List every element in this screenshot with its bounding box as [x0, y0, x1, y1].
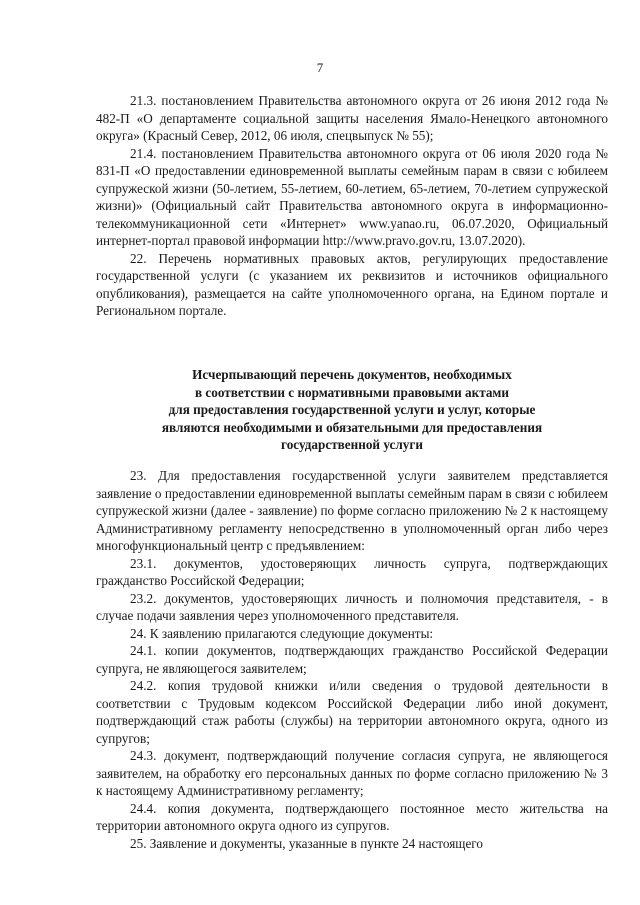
- paragraph-24-1: 24.1. копии документов, подтверждающих гражданство Российской Федерации супруга, не являющегося заявителем;: [96, 643, 608, 676]
- paragraph-21-3: 21.3. постановлением Правительства автономного округа от 26 июня 2012 года № 482-П «О департаменте социальной защиты населения Ямало-Ненецкого автономного округа» (Красный Север, 2012, 06 июля, спецвыпуск № 55);: [96, 93, 608, 143]
- paragraph-23-2: 23.2. документов, удостоверяющих личность и полномочия представителя, - в случае подачи заявления через уполномоченного представителя.: [96, 590, 608, 623]
- paragraph-block-bottom: [96, 467, 608, 852]
- heading-line: государственной услуги: [281, 437, 423, 452]
- paragraph-24-4: 24.4. копия документа, подтверждающего постоянное место жительства на территории автономного округа одного из супругов.: [96, 800, 608, 833]
- heading-line: для предоставления государственной услуги и услуг, которые: [168, 402, 536, 417]
- paragraph-block-top: [96, 92, 608, 320]
- heading-line: Исчерпывающий перечень документов, необходимых: [192, 367, 512, 382]
- paragraph-21-4: 21.4. постановлением Правительства автономного округа от 06 июля 2020 года № 831-П «О предоставлении единовременной выплаты семейным парам в связи с юбилеем супружеской жизни (50-летием, 55-летием, 60-летием, 65-летием, 70-летием супружеской жизни)» (Официальный сайт Правительства автономного округа в информационно-телекоммуникационной сети «Интернет» www.yanao.ru, 06.07.2020, Официальный интернет-портал правовой информации http://www.pravo.gov.ru, 13.07.2020).: [96, 145, 608, 248]
- paragraph-23-1: 23.1. документов, удостоверяющих личность супруга, подтверждающих гражданство Российской Федерации;: [96, 555, 608, 588]
- paragraph-24-3: 24.3. документ, подтверждающий получение согласия супруга, не являющегося заявителем, на обработку его персональных данных по форме согласно приложению № 3 к настоящему Административному регламенту;: [96, 748, 608, 798]
- paragraph-25: 25. Заявление и документы, указанные в пункте 24 настоящего: [130, 835, 483, 851]
- section-heading: [96, 366, 608, 454]
- heading-line: являются необходимыми и обязательными для предоставления: [161, 419, 543, 435]
- paragraph-24: 24. К заявлению прилагаются следующие документы:: [130, 625, 434, 641]
- page-number: 7: [316, 60, 324, 75]
- paragraph-24-2: 24.2. копия трудовой книжки и/или сведения о трудовой деятельности в соответствии с Трудовым кодексом Российской Федерации либо иной документ, подтверждающий стаж работы (службы) на территории автономного округа, одного из супругов;: [96, 678, 608, 746]
- paragraph-22: 22. Перечень нормативных правовых актов, регулирующих предоставление государственной услуги (с указанием их реквизитов и источников официального опубликования), размещается на сайте уполномоченного органа, на Едином портале и Региональном портале.: [96, 250, 608, 318]
- paragraph-23: 23. Для предоставления государственной услуги заявителем представляется заявление о предоставлении единовременной выплаты семейным парам в связи с юбилеем супружеской жизни (далее - заявление) по форме согласно приложению № 2 к настоящему Административному регламенту непосредственно в уполномоченный орган либо через многофункциональный центр с предъявлением:: [96, 468, 608, 553]
- heading-line: в соответствии с нормативными правовыми актами: [194, 384, 510, 400]
